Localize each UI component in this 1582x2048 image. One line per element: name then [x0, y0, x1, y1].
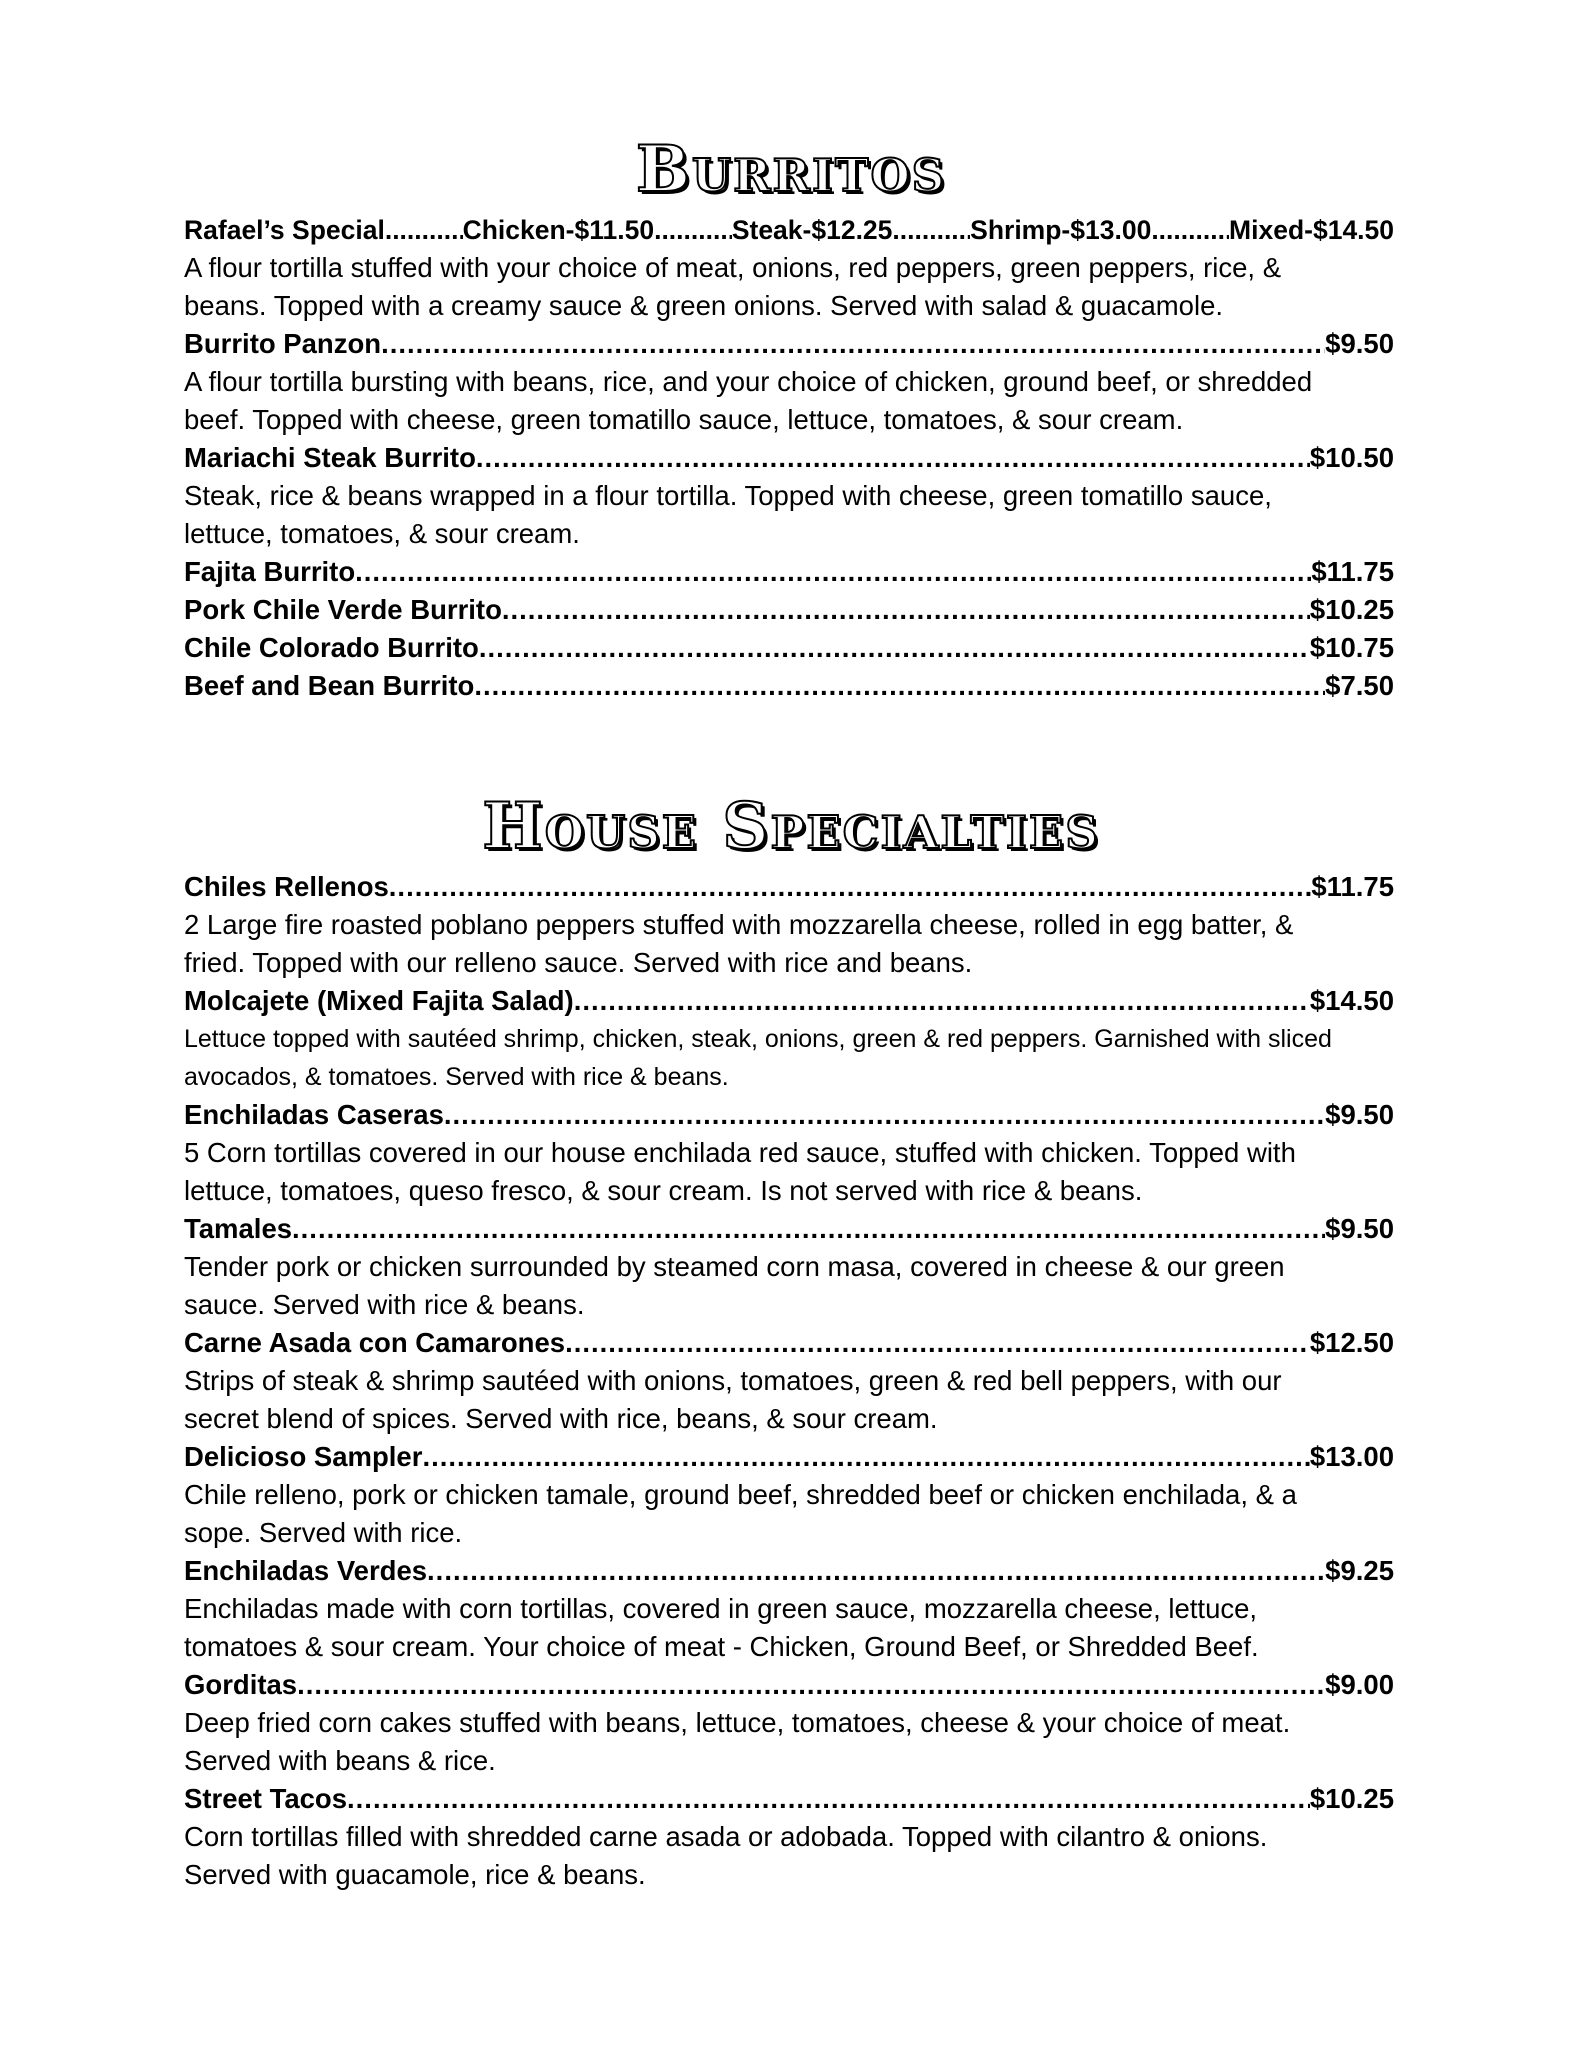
- leader-dots: [476, 439, 1310, 477]
- item-name: Beef and Bean Burrito: [184, 670, 475, 701]
- item-price: $14.50: [1309, 985, 1394, 1016]
- item-price: $11.75: [1311, 871, 1394, 902]
- special-option-chicken: Chicken-$11.50: [462, 215, 655, 245]
- leader-dots: [292, 1210, 1325, 1248]
- menu-item: [184, 1096, 1394, 1134]
- menu-item: [184, 1552, 1394, 1590]
- menu-item: [184, 1780, 1394, 1818]
- menu-item: [184, 982, 1394, 1020]
- leader-dots: [502, 591, 1310, 629]
- item-description: Served with beans & rice.: [184, 1745, 496, 1776]
- leader-dots: [347, 1780, 1310, 1818]
- item-description: A flour tortilla stuffed with your choice of meat, onions, red peppers, green peppers, rice, &: [184, 252, 1282, 283]
- leader-dots: [444, 1096, 1325, 1134]
- burritos-heading: Burritos: [635, 132, 947, 207]
- leader-dots: [892, 211, 970, 249]
- item-price: $13.00: [1309, 1441, 1394, 1472]
- item-name: Carne Asada con Camarones: [184, 1327, 566, 1358]
- item-description: lettuce, tomatoes, queso fresco, & sour cream. Is not served with rice & beans.: [184, 1175, 1143, 1206]
- item-name: Street Tacos: [184, 1783, 348, 1814]
- leader-dots: [385, 211, 463, 249]
- menu-item: [184, 868, 1394, 906]
- item-description: beans. Topped with a creamy sauce & green onions. Served with salad & guacamole.: [184, 290, 1223, 321]
- leader-dots: [381, 325, 1325, 363]
- menu-item: [184, 1666, 1394, 1704]
- menu-item: [184, 629, 1394, 667]
- item-description: avocados, & tomatoes. Served with rice & beans.: [184, 1063, 729, 1091]
- item-description: tomatoes & sour cream. Your choice of meat - Chicken, Ground Beef, or Shredded Beef.: [184, 1631, 1259, 1662]
- item-description: Deep fried corn cakes stuffed with beans, lettuce, tomatoes, cheese & your choice of meat.: [184, 1707, 1291, 1738]
- item-name: Enchiladas Caseras: [184, 1099, 444, 1130]
- special-option-shrimp: Shrimp-$13.00: [970, 215, 1152, 245]
- special-name: Rafael’s Special: [184, 215, 385, 245]
- item-description: Strips of steak & shrimp sautéed with onions, tomatoes, green & red bell peppers, with our: [184, 1365, 1282, 1396]
- leader-dots: [474, 667, 1325, 705]
- house-specialties-heading: House Specialties: [482, 789, 1100, 864]
- item-description: lettuce, tomatoes, & sour cream.: [184, 518, 580, 549]
- leader-dots: [479, 629, 1310, 667]
- menu-item: [184, 591, 1394, 629]
- item-description: Steak, rice & beans wrapped in a flour tortilla. Topped with cheese, green tomatillo sauce,: [184, 480, 1272, 511]
- item-name: Mariachi Steak Burrito: [184, 442, 476, 473]
- item-description: Served with guacamole, rice & beans.: [184, 1859, 646, 1890]
- item-price: $10.75: [1309, 632, 1394, 663]
- item-price: $9.50: [1325, 1213, 1394, 1244]
- item-name: Gorditas: [184, 1669, 298, 1700]
- item-name: Fajita Burrito: [184, 556, 356, 587]
- leader-dots: [565, 1324, 1310, 1362]
- menu-item: [184, 667, 1394, 705]
- item-description: beef. Topped with cheese, green tomatillo sauce, lettuce, tomatoes, & sour cream.: [184, 404, 1184, 435]
- item-name: Delicioso Sampler: [184, 1441, 423, 1472]
- item-name: Tamales: [184, 1213, 293, 1244]
- item-price: $10.50: [1309, 442, 1394, 473]
- item-description: fried. Topped with our relleno sauce. Served with rice and beans.: [184, 947, 973, 978]
- item-name: Chile Colorado Burrito: [184, 632, 479, 663]
- leader-dots: [389, 868, 1312, 906]
- menu-item: [184, 1438, 1394, 1476]
- item-price: $9.25: [1325, 1555, 1394, 1586]
- item-description: Lettuce topped with sautéed shrimp, chicken, steak, onions, green & red peppers. Garnished with sliced: [184, 1025, 1332, 1053]
- item-description: 5 Corn tortillas covered in our house enchilada red sauce, stuffed with chicken. Topped with: [184, 1137, 1296, 1168]
- item-description: sope. Served with rice.: [184, 1517, 463, 1548]
- item-name: Burrito Panzon: [184, 328, 382, 359]
- item-price: $11.75: [1311, 556, 1394, 587]
- leader-dots: [297, 1666, 1325, 1704]
- item-description: Chile relleno, pork or chicken tamale, ground beef, shredded beef or chicken enchilada, & a: [184, 1479, 1297, 1510]
- item-description: A flour tortilla bursting with beans, rice, and your choice of chicken, ground beef, or shredded: [184, 366, 1313, 397]
- item-description: Tender pork or chicken surrounded by steamed corn masa, covered in cheese & our green: [184, 1251, 1285, 1282]
- house-specialties-section: [184, 868, 1394, 1894]
- leader-dots: [355, 553, 1311, 591]
- leader-dots: [427, 1552, 1325, 1590]
- item-price: $9.50: [1325, 328, 1394, 359]
- item-description: Corn tortillas filled with shredded carne asada or adobada. Topped with cilantro & onions.: [184, 1821, 1268, 1852]
- leader-dots: [654, 211, 732, 249]
- burritos-section: [184, 211, 1394, 705]
- menu-item: [184, 439, 1394, 477]
- menu-item: [184, 325, 1394, 363]
- item-price: $7.50: [1325, 670, 1394, 701]
- item-price: $9.00: [1325, 1669, 1394, 1700]
- menu-item: [184, 1210, 1394, 1248]
- item-name: Enchiladas Verdes: [184, 1555, 428, 1586]
- item-name: Molcajete (Mixed Fajita Salad): [184, 985, 574, 1016]
- menu-item: [184, 1324, 1394, 1362]
- item-price: $12.50: [1309, 1327, 1394, 1358]
- special-option-mixed: Mixed-$14.50: [1229, 215, 1394, 245]
- rafaels-special-line: [184, 211, 1394, 249]
- item-price: $10.25: [1309, 1783, 1394, 1814]
- item-price: $10.25: [1309, 594, 1394, 625]
- item-name: Pork Chile Verde Burrito: [184, 594, 502, 625]
- special-option-steak: Steak-$12.25: [731, 215, 893, 245]
- leader-dots: [574, 982, 1310, 1020]
- item-description: sauce. Served with rice & beans.: [184, 1289, 585, 1320]
- leader-dots: [1151, 211, 1229, 249]
- item-description: 2 Large fire roasted poblano peppers stuffed with mozzarella cheese, rolled in egg batter, &: [184, 909, 1294, 940]
- item-description: secret blend of spices. Served with rice, beans, & sour cream.: [184, 1403, 938, 1434]
- item-price: $9.50: [1325, 1099, 1394, 1130]
- leader-dots: [422, 1438, 1309, 1476]
- item-name: Chiles Rellenos: [184, 871, 389, 902]
- menu-item: [184, 553, 1394, 591]
- item-description: Enchiladas made with corn tortillas, covered in green sauce, mozzarella cheese, lettuce,: [184, 1593, 1258, 1624]
